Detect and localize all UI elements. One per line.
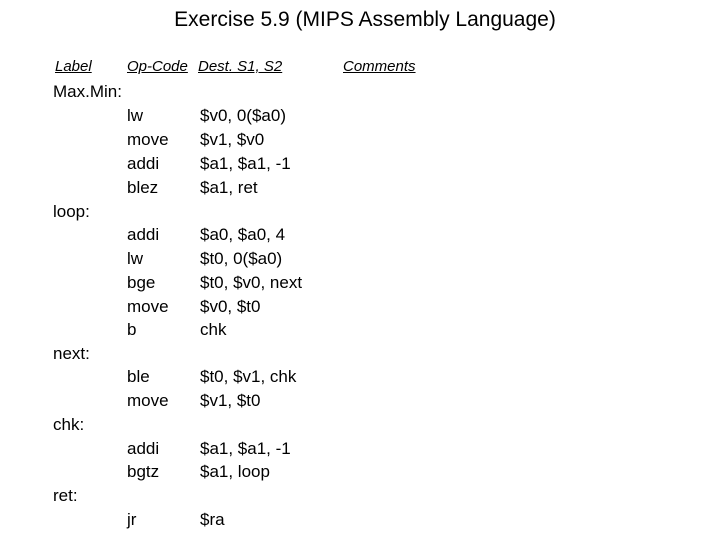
- code-label: next:: [53, 344, 90, 363]
- code-opcode: addi: [127, 154, 160, 173]
- code-opcode: bgtz: [127, 462, 160, 481]
- code-opcode: move: [127, 391, 169, 410]
- code-label: ret:: [53, 486, 78, 505]
- code-operands: $a1, loop: [200, 462, 270, 481]
- code-opcode: ble: [127, 367, 150, 386]
- code-operands: $v1, $v0: [200, 130, 265, 149]
- code-operands: $a1, ret: [200, 178, 258, 197]
- code-operands: $ra: [200, 510, 225, 529]
- code-operands: $v0, $t0: [200, 297, 261, 316]
- code-opcode: b: [127, 320, 137, 339]
- page-title: Exercise 5.9 (MIPS Assembly Language): [174, 8, 556, 31]
- code-operands: $v1, $t0: [200, 391, 261, 410]
- code-opcode: addi: [127, 439, 160, 458]
- code-opcode: lw: [127, 249, 144, 268]
- code-operands: $t0, $v0, next: [200, 273, 303, 292]
- code-operands: $t0, $v1, chk: [200, 367, 297, 386]
- code-opcode: addi: [127, 225, 160, 244]
- code-operands: $a1, $a1, -1: [200, 154, 291, 173]
- comments-column-header: Comments: [343, 58, 416, 75]
- label-column-header: Label: [55, 58, 92, 75]
- code-opcode: lw: [127, 106, 144, 125]
- opcode-column-header: Op-Code: [127, 58, 188, 75]
- code-opcode: move: [127, 297, 169, 316]
- dest-column-header: Dest. S1, S2: [198, 58, 283, 75]
- code-label: chk:: [53, 415, 85, 434]
- code-label: loop:: [53, 202, 90, 221]
- code-operands: chk: [200, 320, 227, 339]
- code-label: Max.Min:: [53, 82, 122, 101]
- code-operands: $t0, 0($a0): [200, 249, 283, 268]
- code-operands: $a0, $a0, 4: [200, 225, 286, 244]
- code-opcode: blez: [127, 178, 159, 197]
- code-opcode: move: [127, 130, 169, 149]
- code-operands: $v0, 0($a0): [200, 106, 286, 125]
- code-opcode: jr: [127, 510, 137, 529]
- code-operands: $a1, $a1, -1: [200, 439, 291, 458]
- code-opcode: bge: [127, 273, 156, 292]
